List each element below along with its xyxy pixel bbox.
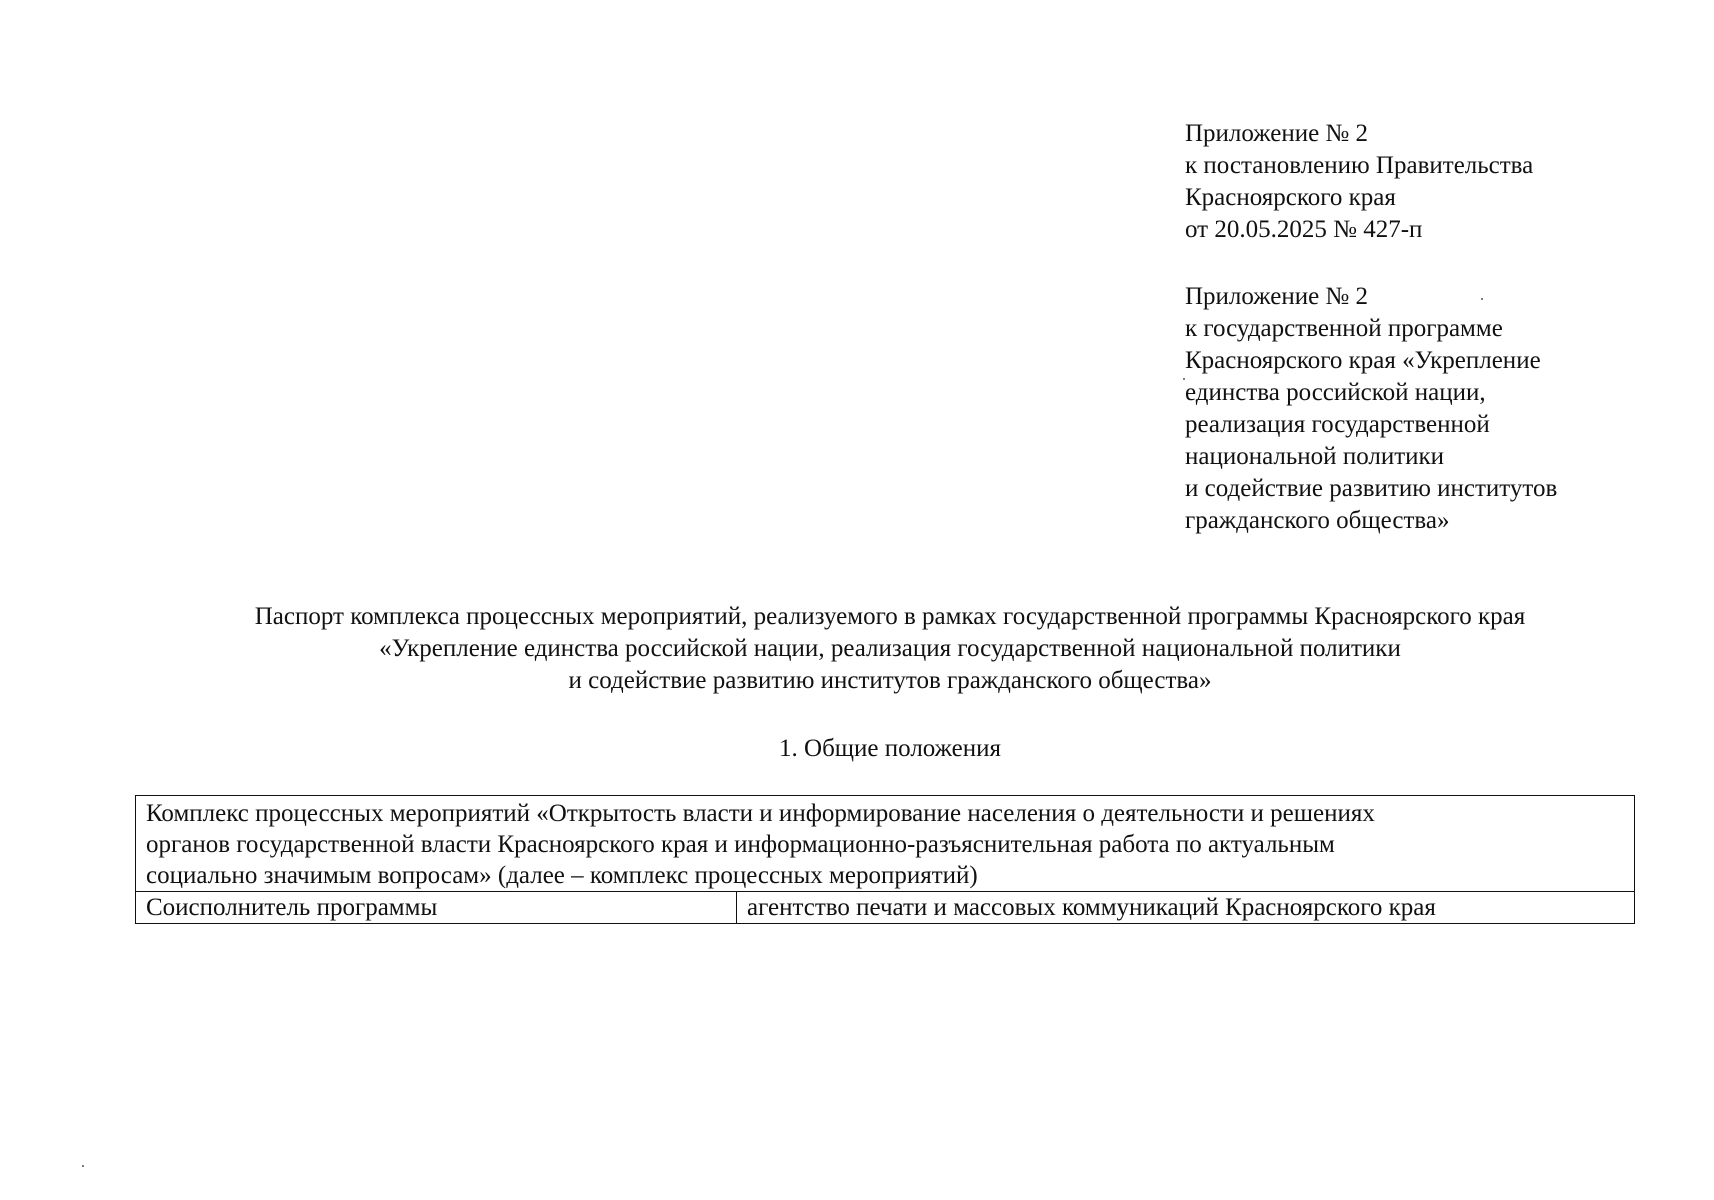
appendix-line: Красноярского края «Укрепление bbox=[1185, 347, 1541, 374]
appendix-line: Красноярского края bbox=[1185, 184, 1396, 211]
cosponsor-value-cell: агентство печати и массовых коммуникаций Красноярского края bbox=[737, 892, 1635, 924]
appendix-line: и содействие развитию институтов bbox=[1185, 475, 1558, 502]
appendix-line: от 20.05.2025 № 427-п bbox=[1185, 216, 1423, 243]
scan-artifact-dot bbox=[1481, 298, 1483, 300]
table-row bbox=[136, 892, 1635, 924]
scan-artifact-dot bbox=[1183, 378, 1185, 380]
appendix-resolution-block bbox=[1185, 118, 1533, 246]
general-provisions-table bbox=[135, 795, 1635, 924]
complex-description-line: социально значимым вопросам» (далее – комплекс процессных мероприятий) bbox=[146, 862, 978, 889]
passport-title-line: и содействие развитию институтов гражданского общества» bbox=[568, 667, 1212, 694]
scan-artifact-dot bbox=[82, 1165, 84, 1167]
passport-title-line: Паспорт комплекса процессных мероприятий, реализуемого в рамках государственной программы Красноярского края bbox=[254, 603, 1526, 630]
appendix-line: к постановлению Правительства bbox=[1185, 152, 1534, 179]
appendix-line: гражданского общества» bbox=[1185, 507, 1450, 534]
complex-description-cell bbox=[136, 796, 1635, 892]
appendix-line: национальной политики bbox=[1185, 443, 1445, 470]
cosponsor-label-cell: Соисполнитель программы bbox=[136, 892, 737, 924]
appendix-program-block bbox=[1185, 281, 1557, 537]
complex-description-line: органов государственной власти Красноярского края и информационно-разъяснительная работа по актуальным bbox=[146, 831, 1335, 858]
section-heading: 1. Общие положения bbox=[779, 735, 1001, 762]
appendix-line: реализация государственной bbox=[1185, 411, 1490, 438]
appendix-line: единства российской нации, bbox=[1185, 379, 1486, 406]
complex-description-line: Комплекс процессных мероприятий «Открытость власти и информирование населения о деятельности и решениях bbox=[146, 800, 1375, 827]
passport-title bbox=[100, 601, 1680, 697]
passport-title-line: «Укрепление единства российской нации, реализация государственной национальной политики bbox=[379, 635, 1401, 662]
table-header-row bbox=[136, 796, 1635, 892]
appendix-line: к государственной программе bbox=[1185, 315, 1503, 342]
appendix-line: Приложение № 2 bbox=[1185, 120, 1369, 147]
appendix-line: Приложение № 2 bbox=[1185, 283, 1369, 310]
